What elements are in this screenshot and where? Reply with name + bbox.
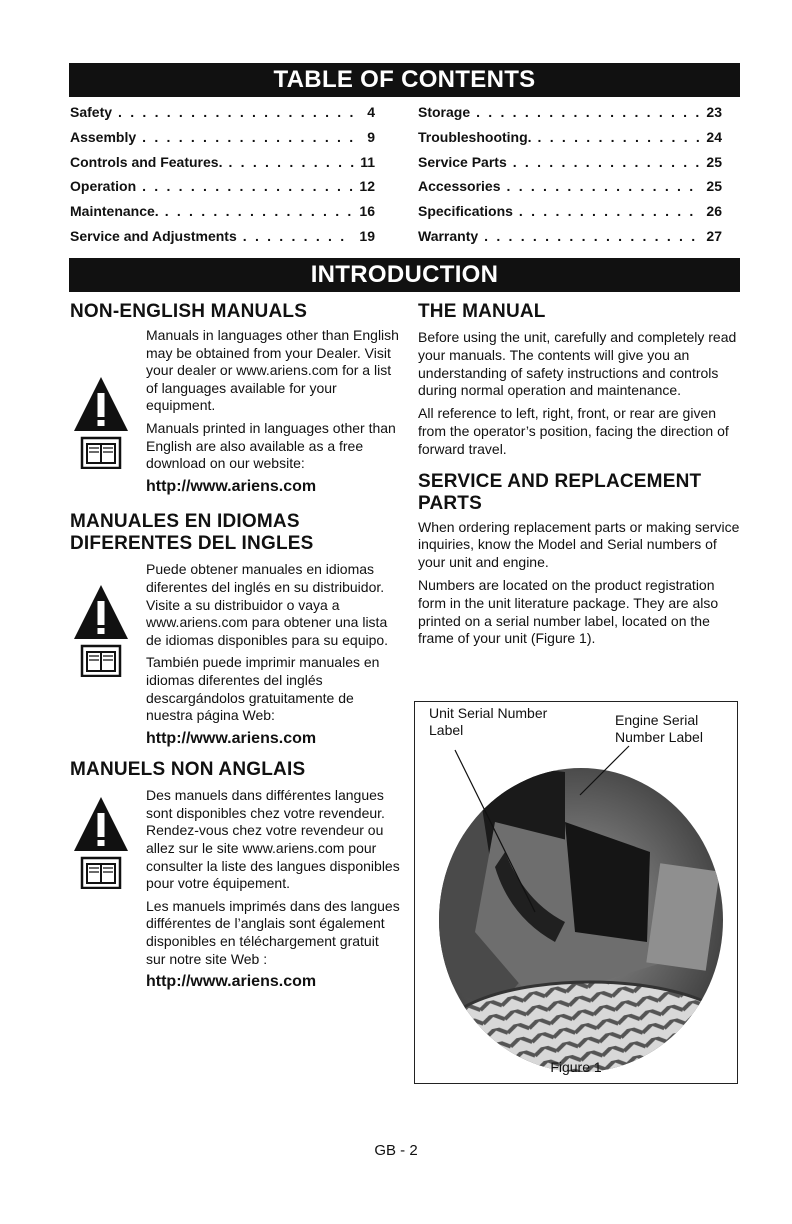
toc-right-column	[418, 104, 722, 253]
non-english-text: Manuals in languages other than English may be obtained from your Dealer. Visit your dealer or www.ariens.com for a list of languages available for your equipment. Manuals printed in languages other than English are also available as a free download on our website: http://www.ariens.com	[146, 327, 399, 495]
service-parts-text: When ordering replacement parts or making service inquiries, know the Model and Serial numbers of your unit and engine. Numbers are located on the product registration form in the unit literature package. They are also printed on a serial number label, located on the frame of your unit (Figure 1).	[418, 518, 740, 647]
serial-label-photo	[415, 702, 738, 1084]
toc-entry[interactable]: Service and Adjustments . . . 19	[70, 228, 375, 253]
toc-entry[interactable]: Operation . . . 12	[70, 178, 375, 203]
warning-icon	[70, 583, 136, 677]
intro-heading-banner	[69, 258, 740, 292]
french-title: MANUELS NON ANGLAIS	[70, 759, 306, 781]
toc-entry[interactable]: Troubleshooting. . . . 24	[418, 129, 722, 154]
non-english-section	[70, 327, 400, 495]
spanish-title: MANUALES EN IDIOMAS DIFERENTES DEL INGLES	[70, 511, 314, 555]
non-english-icons	[70, 375, 136, 474]
figure-1	[414, 701, 738, 1084]
spanish-icons	[70, 583, 136, 682]
french-text: Des manuels dans différentes langues sont disponibles chez votre revendeur. Rendez-vous chez votre revendeur ou allez sur le site www.ariens.com pour consulter la liste des langues disponibles pour votre équipement. Les manuels imprimés dans des langues différentes de l’anglais sont également disponibles en téléchargement gratuit sur notre site Web : http://www.ariens.com	[146, 787, 400, 991]
the-manual-text: Before using the unit, carefully and completely read your manuals. The contents will give you an understanding of safety instructions and controls during normal operation and maintenance. All reference to left, right, front, or rear are given from the operator’s position, facing the direction of forward travel.	[418, 329, 737, 457]
right-column	[418, 301, 740, 653]
the-manual-title: THE MANUAL	[418, 301, 546, 322]
non-english-title: NON-ENGLISH MANUALS	[70, 301, 308, 322]
warning-icon	[70, 375, 136, 469]
spanish-section	[70, 561, 400, 747]
service-parts-title: SERVICE AND REPLACEMENT PARTS	[418, 470, 702, 514]
intro-heading: INTRODUCTION	[310, 261, 499, 288]
toc-entry[interactable]: Controls and Features. . . . 11	[70, 154, 375, 179]
ariens-link[interactable]: http://www.ariens.com	[146, 477, 317, 495]
ariens-link[interactable]: http://www.ariens.com	[146, 729, 317, 747]
toc-entry[interactable]: Warranty . . . 27	[418, 228, 722, 253]
unit-serial-label: Unit Serial Number Label	[429, 705, 548, 738]
toc-entry[interactable]: Storage . . . 23	[418, 104, 722, 129]
left-column	[70, 301, 400, 996]
page-number: GB - 2	[374, 1142, 418, 1159]
toc-entry[interactable]: Assembly . . . 9	[70, 129, 375, 154]
french-icons	[70, 795, 136, 894]
toc-left-column	[70, 104, 375, 253]
spanish-text: Puede obtener manuales en idiomas diferentes del inglés en su distribuidor. Visite a su distribuidor o vaya a www.ariens.com para obtener una lista de idiomas disponibles para su equipo. También puede imprimir manuales en idiomas diferentes del inglés descargándolos gratuitamente de nuestra página Web: http://www.ariens.com	[146, 561, 400, 747]
engine-serial-label: Engine Serial Number Label	[615, 712, 703, 745]
toc-entry[interactable]: Service Parts . . . 25	[418, 154, 722, 179]
toc-heading-banner	[69, 63, 740, 97]
toc-entry[interactable]: Maintenance. . . . 16	[70, 203, 375, 228]
toc-heading: TABLE OF CONTENTS	[273, 66, 536, 93]
toc-entry[interactable]: Accessories . . . 25	[418, 178, 722, 203]
figure-caption: Figure 1	[550, 1059, 602, 1075]
french-section	[70, 787, 400, 991]
ariens-link[interactable]: http://www.ariens.com	[146, 973, 317, 991]
warning-icon	[70, 795, 136, 889]
toc-entry[interactable]: Specifications . . . 26	[418, 203, 722, 228]
toc-entry[interactable]: Safety . . . 4	[70, 104, 375, 129]
